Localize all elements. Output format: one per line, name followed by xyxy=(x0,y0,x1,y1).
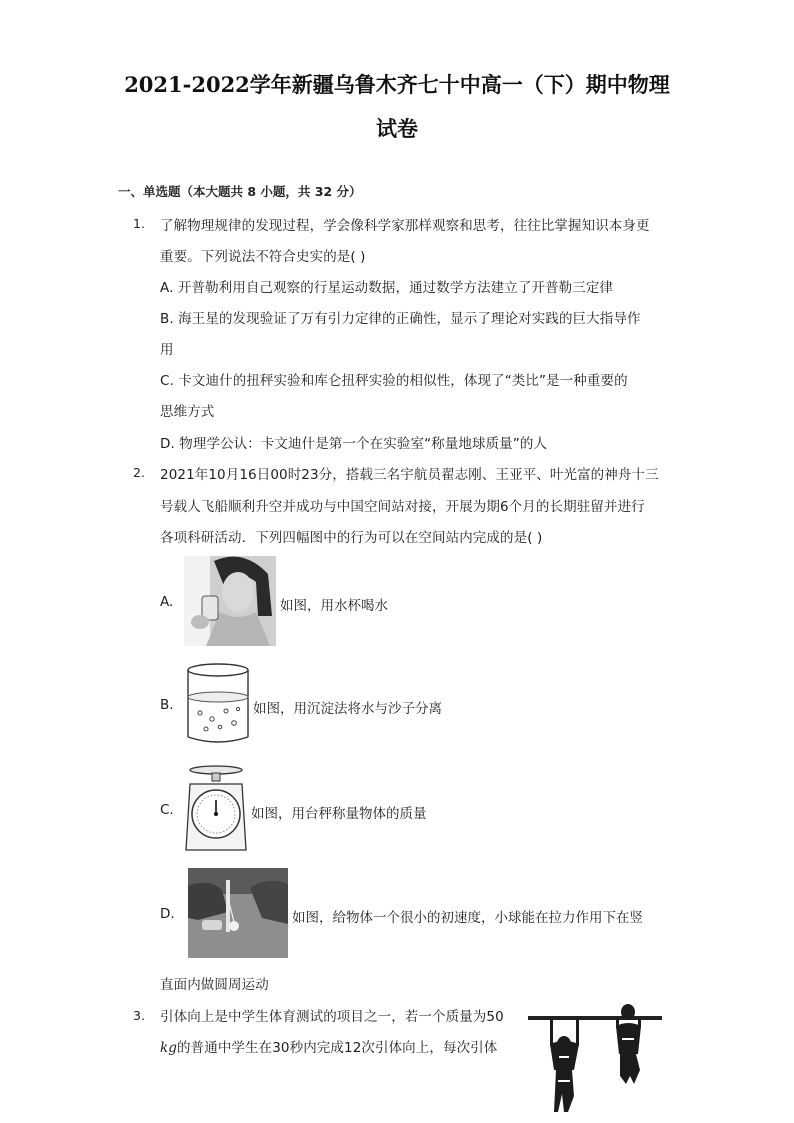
platform-scale-image xyxy=(184,764,248,856)
question-2-option-b-letter: B. xyxy=(160,697,174,713)
question-2-option-a-letter: A. xyxy=(160,594,174,610)
question-2-stem-line1: 2021年10月16日00时23分，搭载三名宇航员翟志刚、王亚平、叶光富的神舟十三 xyxy=(160,467,659,483)
exam-title-line1: 2021-2022学年新疆乌鲁木齐七十中高一（下）期中物理 xyxy=(124,72,670,97)
exam-title-line2: 试卷 xyxy=(376,116,418,141)
pull-up-illustration xyxy=(528,1004,662,1120)
question-1-stem-line2: 重要。下列说法不符合史实的是( ) xyxy=(160,249,366,265)
question-3-stem-line2-text: 的普通中学生在30秒内完成12次引体向上，每次引体 xyxy=(177,1040,498,1056)
mass-unit: kg xyxy=(160,1040,178,1056)
section-heading: 一、单选题（本大题共 8 小题，共 32 分） xyxy=(118,184,362,199)
question-2-option-a-caption: 如图，用水杯喝水 xyxy=(280,598,388,614)
question-1-option-b-line1: B. 海王星的发现验证了万有引力定律的正确性，显示了理论对实践的巨大指导作 xyxy=(160,311,641,327)
question-3-stem-line1: 引体向上是中学生体育测试的项目之一，若一个质量为50 xyxy=(160,1009,504,1025)
question-1-number: 1. xyxy=(133,216,145,231)
question-3-number: 3. xyxy=(133,1008,145,1023)
question-2-option-c-letter: C. xyxy=(160,802,174,818)
question-1-option-d: D. 物理学公认：卡文迪什是第一个在实验室“称量地球质量”的人 xyxy=(160,436,548,452)
question-3-stem-line2 xyxy=(160,1036,497,1056)
question-1-option-a: A. 开普勒利用自己观察的行星运动数据，通过数学方法建立了开普勒三定律 xyxy=(160,280,614,296)
question-1-option-c-line2: 思维方式 xyxy=(160,404,215,420)
circular-motion-photo xyxy=(188,868,288,958)
question-2-option-b-caption: 如图，用沉淀法将水与沙子分离 xyxy=(253,701,442,717)
question-2-stem-line3: 各项科研活动．下列四幅图中的行为可以在空间站内完成的是( ) xyxy=(160,530,543,546)
beaker-sand-image xyxy=(186,661,250,747)
question-2-number: 2. xyxy=(133,465,145,480)
question-1-option-c-line1: C. 卡文迪什的扭秤实验和库仑扭秤实验的相似性，体现了“类比”是一种重要的 xyxy=(160,373,628,389)
question-2-option-c-caption: 如图，用台秤称量物体的质量 xyxy=(251,806,427,822)
drinking-girl-image xyxy=(184,556,276,646)
question-2-option-d-caption-line2: 直面内做圆周运动 xyxy=(160,977,269,993)
hanging-student-figure xyxy=(550,1020,579,1112)
question-1-stem-line1: 了解物理规律的发现过程，学会像科学家那样观察和思考，往往比掌握知识本身更 xyxy=(160,218,650,234)
question-2-option-d-letter: D. xyxy=(160,906,175,922)
question-2-option-d-caption-line1: 如图，给物体一个很小的初速度，小球能在拉力作用下在竖 xyxy=(292,910,643,926)
question-2-stem-line2: 号载人飞船顺利升空并成功与中国空间站对接，开展为期6个月的长期驻留并进行 xyxy=(160,499,645,515)
question-1-option-b-line2: 用 xyxy=(160,342,174,358)
